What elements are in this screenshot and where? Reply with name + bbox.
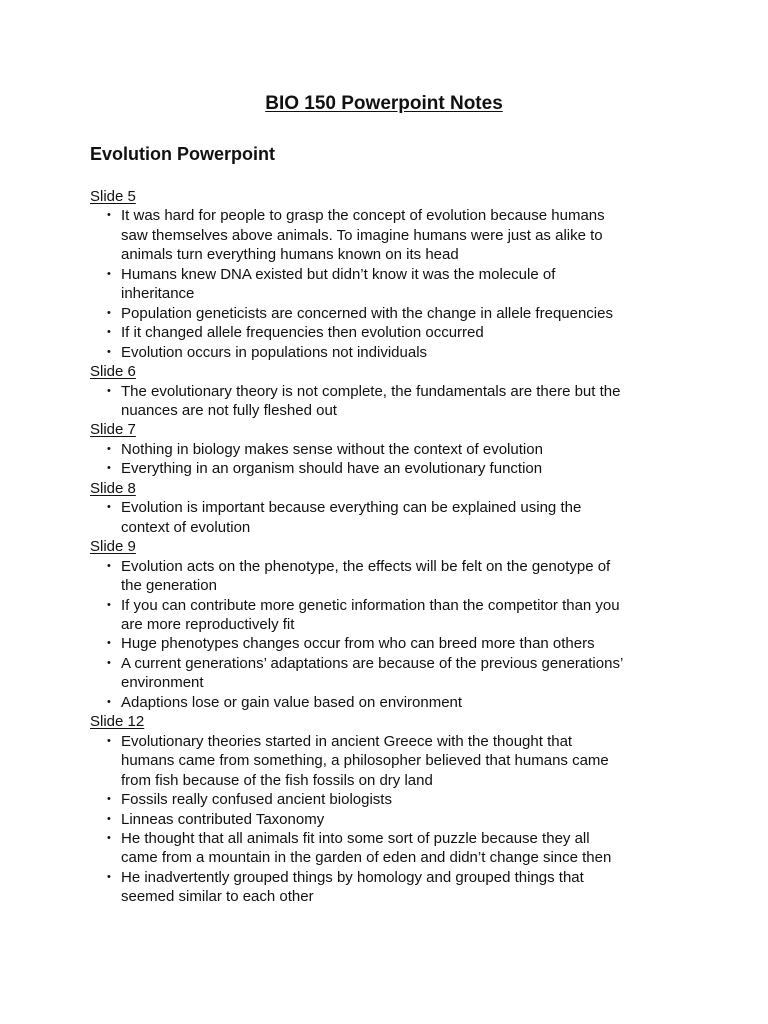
- bullet-text: Everything in an organism should have an evolutionary function: [121, 460, 543, 478]
- bullet-text: A current generations’ adaptations are because of the previous generations’: [121, 654, 624, 672]
- bullet-text: Nothing in biology makes sense without the context of evolution: [121, 440, 543, 458]
- bullet-text: Population geneticists are concerned with the change in allele frequencies: [121, 304, 613, 322]
- bullet-dot-icon: •: [107, 384, 111, 397]
- bullet-dot-icon: •: [107, 637, 111, 650]
- bullet-item: [90, 459, 690, 478]
- bullet-item: [90, 790, 690, 809]
- bullet-text: If you can contribute more genetic information than the competitor than you: [121, 596, 620, 614]
- bullet-list: [90, 440, 690, 479]
- bullet-text: Adaptions lose or gain value based on environment: [121, 693, 463, 711]
- bullet-dot-icon: •: [107, 442, 111, 455]
- bullet-dot-icon: •: [107, 695, 111, 708]
- bullet-text: the generation: [121, 577, 217, 595]
- bullet-text: It was hard for people to grasp the concept of evolution because humans: [121, 207, 605, 225]
- bullet-text: environment: [121, 674, 204, 692]
- bullet-text: humans came from something, a philosopher believed that humans came: [121, 752, 609, 770]
- bullet-item: [90, 343, 690, 362]
- bullet-item: [90, 732, 690, 790]
- bullet-list: [90, 732, 690, 907]
- slide-notes: [90, 187, 690, 907]
- slide-label: Slide 12: [90, 713, 145, 731]
- bullet-item: [90, 557, 690, 596]
- bullet-dot-icon: •: [107, 831, 111, 844]
- bullet-text: animals turn everything humans known on its head: [121, 246, 459, 264]
- bullet-item: [90, 634, 690, 653]
- bullet-text: He inadvertently grouped things by homology and grouped things that: [121, 868, 584, 886]
- bullet-list: [90, 557, 690, 713]
- bullet-text: are more reproductively fit: [121, 615, 295, 633]
- bullet-text: saw themselves above animals. To imagine humans were just as alike to: [121, 226, 603, 244]
- bullet-text: If it changed allele frequencies then evolution occurred: [121, 324, 484, 342]
- bullet-text: Linneas contributed Taxonomy: [121, 810, 325, 828]
- bullet-item: [90, 829, 690, 868]
- slide-label: Slide 8: [90, 479, 136, 497]
- bullet-text: from fish because of the fish fossils on dry land: [121, 771, 433, 789]
- bullet-item: [90, 498, 690, 537]
- section-heading: Evolution Powerpoint: [90, 144, 275, 164]
- slide-label: Slide 5: [90, 188, 136, 205]
- bullet-item: [90, 382, 690, 421]
- bullet-list: [90, 382, 690, 421]
- bullet-item: [90, 596, 690, 635]
- bullet-text: The evolutionary theory is not complete, the fundamentals are there but the: [121, 382, 621, 400]
- bullet-text: inheritance: [121, 285, 195, 303]
- slide-label: Slide 6: [90, 363, 136, 381]
- bullet-item: [90, 868, 690, 907]
- bullet-text: Evolution acts on the phenotype, the effects will be felt on the genotype of: [121, 557, 611, 575]
- bullet-text: Fossils really confused ancient biologists: [121, 791, 392, 809]
- document-title: BIO 150 Powerpoint Notes: [265, 93, 503, 114]
- slide-label: Slide 9: [90, 538, 136, 556]
- bullet-dot-icon: •: [107, 306, 111, 319]
- bullet-text: came from a mountain in the garden of eden and didn’t change since then: [121, 849, 612, 867]
- bullet-dot-icon: •: [107, 793, 111, 806]
- bullet-text: Humans knew DNA existed but didn’t know it was the molecule of: [121, 265, 556, 283]
- bullet-dot-icon: •: [107, 501, 111, 514]
- bullet-item: [90, 654, 690, 693]
- bullet-item: [90, 323, 690, 342]
- bullet-item: [90, 265, 690, 304]
- bullet-text: context of evolution: [121, 518, 251, 536]
- bullet-item: [90, 304, 690, 323]
- bullet-dot-icon: •: [107, 267, 111, 280]
- bullet-dot-icon: •: [107, 326, 111, 339]
- bullet-text: Evolution occurs in populations not individuals: [121, 343, 428, 361]
- bullet-item: [90, 206, 690, 264]
- bullet-dot-icon: •: [107, 870, 111, 883]
- bullet-list: [90, 206, 690, 362]
- bullet-item: [90, 440, 690, 459]
- bullet-dot-icon: •: [107, 462, 111, 475]
- bullet-text: Evolution is important because everything can be explained using the: [121, 499, 582, 517]
- bullet-dot-icon: •: [107, 209, 111, 222]
- bullet-text: seemed similar to each other: [121, 888, 314, 906]
- bullet-dot-icon: •: [107, 598, 111, 611]
- bullet-text: Evolutionary theories started in ancient Greece with the thought that: [121, 732, 573, 750]
- bullet-item: [90, 693, 690, 712]
- bullet-dot-icon: •: [107, 812, 111, 825]
- bullet-text: Huge phenotypes changes occur from who can breed more than others: [121, 635, 595, 653]
- slide-label: Slide 7: [90, 421, 136, 439]
- bullet-list: [90, 498, 690, 537]
- bullet-dot-icon: •: [107, 656, 111, 669]
- bullet-text: He thought that all animals fit into some sort of puzzle because they all: [121, 829, 590, 847]
- bullet-item: [90, 810, 690, 829]
- bullet-dot-icon: •: [107, 559, 111, 572]
- bullet-dot-icon: •: [107, 734, 111, 747]
- bullet-text: nuances are not fully fleshed out: [121, 401, 337, 419]
- bullet-dot-icon: •: [107, 345, 111, 358]
